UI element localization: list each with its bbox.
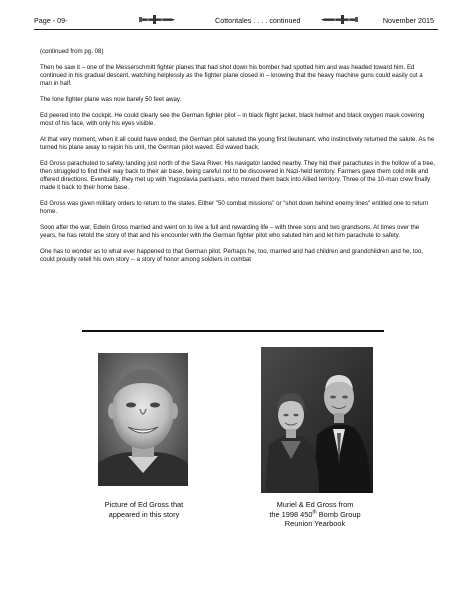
header-date: November 2015 <box>382 16 434 25</box>
caption-line: appeared in this story <box>108 509 180 519</box>
caption-text: the 1998 450 <box>269 509 313 519</box>
ed-gross-photo-caption <box>78 500 210 519</box>
article-paragraph: Then he saw it – one of the Messerschmitt fighter planes that had shot down his bomber had spotted him and was headed toward him. Ed continued in his gradual descent, watching helplessly as the fighter plane closed in – knowing that the heavy machine guns could easily cut a man in half. <box>40 63 423 88</box>
ed-gross-photo <box>98 353 188 486</box>
article-paragraph: The lone fighter plane was now barely 50 feet away. <box>40 96 182 103</box>
article-paragraph: One has to wonder as to what ever happened to that German pilot. Perhaps he, too, married and had children and grandchildren and he, too, could proudly retell his own story -- a story of honor among soldiers in combat <box>40 248 424 264</box>
article-paragraph: (continued from pg. 08) <box>40 48 104 55</box>
caption-line <box>240 510 390 520</box>
caption-line: Reunion Yearbook <box>284 519 346 529</box>
bomber-plane-icon <box>321 14 359 25</box>
muriel-and-ed-gross-photo <box>261 347 373 493</box>
caption-text: Bomb Group <box>316 509 361 519</box>
bomber-plane-icon <box>138 14 176 25</box>
article-paragraph: Ed Gross was given military orders to return to the states. Either "50 combat missions" or "shot down behind enemy lines" entitled one to return home. <box>40 200 429 216</box>
couple-photo-caption <box>240 500 390 529</box>
article-paragraph: At that very moment, when it all could have ended, the German pilot saluted the young first lieutenant, who instinctively returned the salute. As he turned his plane away to rejoin his unit, the German pilot waved. Ed waved back. <box>40 135 435 151</box>
page-header <box>34 16 434 30</box>
caption-superscript: th <box>312 509 317 516</box>
article-paragraph: Soon after the war, Edwin Gross married and went on to live a full and rewarding life – with three sons and two grandsons. At times over the years, he has retold the story of that and his encounter with the German fighter pilot who saluted him and let him parachute to safety. <box>40 224 420 240</box>
page-number: Page - 09- <box>34 16 68 25</box>
article-paragraph: Ed peered into the cockpit. He could clearly see the German fighter pilot – in black flight jacket, black helmet and black oxygen mask covering most of his face, with only his eyes visible. <box>40 111 425 127</box>
article-body <box>40 48 435 272</box>
article-paragraph: Ed Gross parachuted to safety, landing just north of the Sava River. His navigator landed nearby. They hid their parachutes in the hollow of a tree, then struggled to find their way back to their air base, being careful not to be discovered in Nazi-held territory. Farmers gave them cold milk and offered directions. Eventually, they met up with Yugoslavia partisans, who moved them back into Allied territory. Three of the 10-man crew finally made it back to their home base. <box>40 159 435 192</box>
header-divider <box>34 29 438 30</box>
caption-line: Picture of Ed Gross that <box>104 500 184 509</box>
header-title: Cottontales . . . . continued <box>215 16 301 25</box>
section-divider <box>82 330 384 332</box>
caption-line: Muriel & Ed Gross from <box>276 500 354 509</box>
